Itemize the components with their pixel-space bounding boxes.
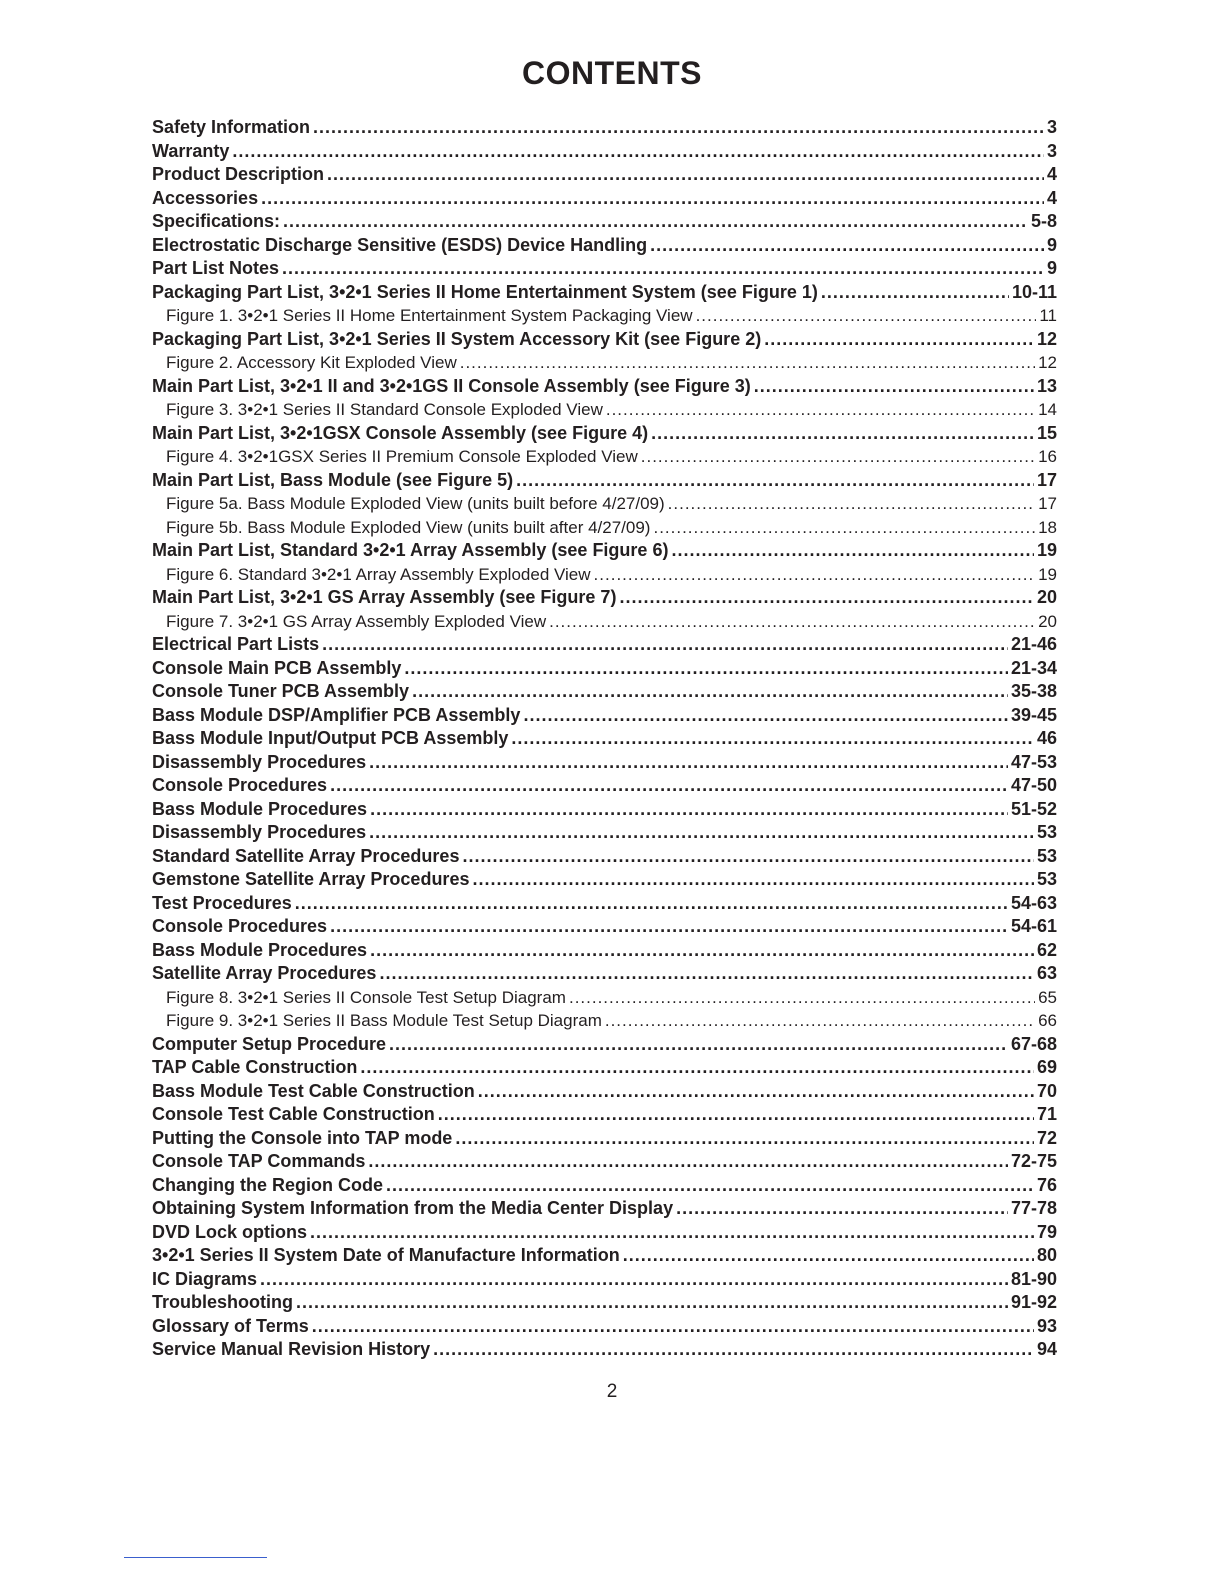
dot-leader — [370, 939, 1034, 963]
dot-leader — [764, 328, 1034, 352]
toc-entry[interactable] — [152, 1056, 1057, 1080]
toc-entry-page: 10-11 — [1011, 281, 1057, 302]
toc-entry[interactable] — [152, 234, 1057, 258]
dot-leader — [523, 704, 1008, 728]
dot-leader — [605, 1009, 1035, 1033]
toc-entry-label: Figure 5a. Bass Module Exploded View (units built before 4/27/09) — [166, 494, 665, 513]
toc-entry-page: 13 — [1036, 375, 1057, 396]
toc-entry-label: Test Procedures — [152, 892, 292, 913]
toc-entry-page: 15 — [1036, 422, 1057, 443]
toc-entry-label: Disassembly Procedures — [152, 751, 367, 772]
toc-entry-page: 72 — [1036, 1127, 1057, 1148]
toc-entry-page: 53 — [1036, 869, 1057, 889]
dot-leader — [671, 539, 1034, 563]
toc-entry-page: 20 — [1036, 587, 1057, 607]
dot-leader — [650, 234, 1044, 258]
dot-leader — [232, 140, 1044, 164]
toc-entry-label: Accessories — [152, 187, 259, 208]
dot-leader — [327, 163, 1044, 187]
toc-entry-label: Gemstone Satellite Array Procedures — [152, 869, 470, 889]
toc-entry-page: 54-63 — [1010, 892, 1057, 913]
toc-entry[interactable] — [152, 469, 1057, 493]
dot-leader — [404, 657, 1008, 681]
toc-entry[interactable] — [152, 1338, 1057, 1362]
toc-entry-page: 14 — [1038, 400, 1057, 419]
toc-entry-page: 67-68 — [1010, 1033, 1057, 1054]
toc-entry[interactable] — [152, 1291, 1057, 1315]
toc-entry[interactable] — [152, 774, 1057, 798]
toc-entry-label: Bass Module Input/Output PCB Assembly — [152, 728, 509, 748]
dot-leader — [641, 445, 1035, 469]
toc-entry-label: Main Part List, 3•2•1 II and 3•2•1GS II Console Assembly (see Figure 3) — [152, 375, 751, 396]
toc-entry[interactable] — [152, 939, 1057, 963]
toc-entry-page: 19 — [1036, 540, 1057, 560]
toc-entry-label: Console Tuner PCB Assembly — [152, 681, 410, 701]
dot-leader — [260, 1268, 1008, 1292]
toc-figure-entry[interactable] — [152, 610, 1057, 634]
page-number: 2 — [606, 1381, 618, 1402]
dot-leader — [676, 1197, 1008, 1221]
toc-entry-page: 91-92 — [1010, 1292, 1057, 1312]
toc-entry-label: Figure 2. Accessory Kit Exploded View — [166, 353, 457, 372]
toc-entry-page: 3 — [1046, 140, 1057, 161]
toc-entry-label: Console Procedures — [152, 916, 328, 936]
toc-entry-page: 18 — [1038, 517, 1057, 537]
toc-entry-page: 72-75 — [1010, 1151, 1057, 1171]
toc-entry-label: Bass Module Procedures — [152, 939, 368, 960]
dot-leader — [295, 892, 1008, 916]
toc-figure-entry[interactable] — [152, 398, 1057, 422]
toc-figure-entry[interactable] — [152, 563, 1057, 587]
toc-entry-label: Main Part List, 3•2•1 GS Array Assembly (see Figure 7) — [152, 587, 617, 607]
toc-entry-page: 76 — [1036, 1174, 1057, 1195]
dot-leader — [368, 1150, 1008, 1174]
dot-leader — [821, 281, 1009, 305]
dot-leader — [412, 680, 1008, 704]
toc-entry-page: 93 — [1036, 1315, 1057, 1336]
dot-leader — [330, 774, 1008, 798]
footer-divider — [124, 1557, 267, 1558]
toc-entry-label: Main Part List, Bass Module (see Figure 5) — [152, 469, 514, 490]
dot-leader — [369, 751, 1008, 775]
toc-entry[interactable] — [152, 375, 1057, 399]
toc-entry-label: Figure 6. Standard 3•2•1 Array Assembly Exploded View — [166, 564, 591, 584]
dot-leader — [438, 1103, 1034, 1127]
toc-entry-page: 21-34 — [1010, 657, 1057, 678]
dot-leader — [313, 116, 1044, 140]
toc-entry-page: 20 — [1038, 611, 1057, 631]
toc-entry[interactable] — [152, 1268, 1057, 1292]
toc-entry-page: 62 — [1036, 939, 1057, 960]
toc-entry-page: 3 — [1046, 117, 1057, 137]
toc-entry-page: 79 — [1036, 1221, 1057, 1242]
toc-entry-label: Figure 9. 3•2•1 Series II Bass Module Test Setup Diagram — [166, 1011, 602, 1030]
toc-entry[interactable] — [152, 163, 1057, 187]
toc-entry-label: Changing the Region Code — [152, 1174, 383, 1195]
toc-entry[interactable] — [152, 1080, 1057, 1104]
dot-leader — [594, 563, 1036, 587]
dot-leader — [369, 821, 1034, 845]
toc-entry[interactable] — [152, 962, 1057, 986]
toc-entry-label: Packaging Part List, 3•2•1 Series II Home Entertainment System (see Figure 1) — [152, 281, 818, 302]
toc-entry[interactable] — [152, 140, 1057, 164]
toc-entry-page: 54-61 — [1010, 916, 1057, 936]
toc-entry-label: Console TAP Commands — [152, 1151, 366, 1171]
toc-entry-label: Figure 5b. Bass Module Exploded View (units built after 4/27/09) — [166, 517, 651, 537]
toc-entry-label: Disassembly Procedures — [152, 822, 367, 842]
toc-entry-page: 53 — [1036, 845, 1057, 866]
toc-entry[interactable] — [152, 422, 1057, 446]
dot-leader — [754, 375, 1034, 399]
toc-entry-page: 9 — [1046, 234, 1057, 255]
dot-leader — [389, 1033, 1008, 1057]
toc-figure-entry[interactable] — [152, 986, 1057, 1010]
toc-entry-page: 4 — [1046, 164, 1057, 184]
toc-entry-page: 12 — [1038, 353, 1057, 372]
toc-entry-page: 66 — [1038, 1011, 1057, 1030]
toc-entry[interactable] — [152, 915, 1057, 939]
dot-leader — [310, 1221, 1034, 1245]
toc-entry-page: 65 — [1038, 987, 1057, 1007]
toc-entry-label: 3•2•1 Series II System Date of Manufacture Information — [152, 1245, 620, 1265]
toc-entry-page: 53 — [1036, 822, 1057, 842]
toc-entry-label: Satellite Array Procedures — [152, 963, 377, 983]
dot-leader — [360, 1056, 1034, 1080]
toc-entry-page: 46 — [1036, 728, 1057, 748]
page-title: CONTENTS — [522, 55, 702, 91]
dot-leader — [433, 1338, 1034, 1362]
toc-entry-label: Figure 3. 3•2•1 Series II Standard Console Exploded View — [166, 400, 603, 419]
toc-entry[interactable] — [152, 798, 1057, 822]
dot-leader — [386, 1174, 1034, 1198]
dot-leader — [261, 187, 1044, 211]
toc-entry-label: TAP Cable Construction — [152, 1057, 358, 1077]
dot-leader — [460, 351, 1035, 375]
toc-entry-page: 4 — [1046, 187, 1057, 208]
toc-figure-entry[interactable] — [152, 445, 1057, 469]
toc-entry-page: 51-52 — [1010, 798, 1057, 819]
toc-entry-label: Obtaining System Information from the Media Center Display — [152, 1198, 674, 1218]
toc-entry-label: Troubleshooting — [152, 1292, 293, 1312]
toc-entry[interactable] — [152, 1197, 1057, 1221]
dot-leader — [653, 516, 1035, 540]
dot-leader — [516, 469, 1034, 493]
toc-entry-page: 9 — [1046, 258, 1057, 278]
toc-entry[interactable] — [152, 257, 1057, 281]
toc-entry-label: Console Procedures — [152, 775, 328, 795]
toc-entry-label: Console Main PCB Assembly — [152, 657, 402, 678]
dot-leader — [462, 845, 1034, 869]
toc-entry-page: 19 — [1038, 564, 1057, 584]
dot-leader — [696, 304, 1037, 328]
toc-entry-label: Main Part List, Standard 3•2•1 Array Assembly (see Figure 6) — [152, 540, 669, 560]
toc-entry-label: Electrical Part Lists — [152, 634, 320, 654]
toc-entry-page: 77-78 — [1010, 1198, 1057, 1218]
toc-entry-label: Figure 7. 3•2•1 GS Array Assembly Exploded View — [166, 611, 547, 631]
toc-entry[interactable] — [152, 680, 1057, 704]
dot-leader — [472, 868, 1034, 892]
dot-leader — [312, 1315, 1034, 1339]
toc-entry-label: Product Description — [152, 164, 325, 184]
toc-entry[interactable] — [152, 1033, 1057, 1057]
toc-entry-label: Glossary of Terms — [152, 1315, 309, 1336]
toc-entry[interactable] — [152, 539, 1057, 563]
toc-entry-page: 21-46 — [1010, 634, 1057, 654]
toc-entry-page: 17 — [1036, 469, 1057, 490]
toc-entry[interactable] — [152, 1103, 1057, 1127]
dot-leader — [569, 986, 1035, 1010]
toc-entry-label: IC Diagrams — [152, 1268, 258, 1289]
toc-entry[interactable] — [152, 727, 1057, 751]
toc-entry-label: Figure 1. 3•2•1 Series II Home Entertainment System Packaging View — [166, 306, 693, 325]
dot-leader — [379, 962, 1034, 986]
dot-leader — [283, 210, 1028, 234]
toc-entry-page: 70 — [1036, 1080, 1057, 1101]
toc-entry-label: Bass Module Procedures — [152, 798, 368, 819]
toc-entry-label: Putting the Console into TAP mode — [152, 1127, 453, 1148]
toc-entry-label: Figure 4. 3•2•1GSX Series II Premium Console Exploded View — [166, 447, 638, 466]
toc-entry-label: Main Part List, 3•2•1GSX Console Assembly (see Figure 4) — [152, 422, 649, 443]
toc-entry[interactable] — [152, 821, 1057, 845]
dot-leader — [370, 798, 1008, 822]
dot-leader — [668, 492, 1035, 516]
toc-entry[interactable] — [152, 657, 1057, 681]
toc-entry[interactable] — [152, 1150, 1057, 1174]
dot-leader — [296, 1291, 1008, 1315]
toc-entry-page: 12 — [1036, 328, 1057, 349]
toc-entry[interactable] — [152, 210, 1057, 234]
toc-entry-label: DVD Lock options — [152, 1221, 308, 1242]
toc-entry-page: 71 — [1036, 1104, 1057, 1124]
dot-leader — [651, 422, 1034, 446]
toc-figure-entry[interactable] — [152, 516, 1057, 540]
toc-entry-page: 5-8 — [1030, 211, 1057, 231]
toc-entry-label: Warranty — [152, 140, 230, 161]
toc-entry[interactable] — [152, 116, 1057, 140]
toc-entry-page: 17 — [1038, 494, 1057, 513]
toc-entry-page: 47-53 — [1010, 751, 1057, 772]
toc-entry-label: Safety Information — [152, 117, 311, 137]
toc-entry[interactable] — [152, 633, 1057, 657]
dot-leader — [549, 610, 1035, 634]
toc-entry-page: 39-45 — [1010, 704, 1057, 725]
dot-leader — [606, 398, 1035, 422]
dot-leader — [511, 727, 1034, 751]
toc-entry-page: 81-90 — [1010, 1268, 1057, 1289]
toc-entry[interactable] — [152, 1315, 1057, 1339]
toc-entry[interactable] — [152, 892, 1057, 916]
toc-entry[interactable] — [152, 586, 1057, 610]
dot-leader — [330, 915, 1008, 939]
dot-leader — [322, 633, 1008, 657]
toc-entry[interactable] — [152, 187, 1057, 211]
toc-entry-page: 69 — [1036, 1057, 1057, 1077]
toc-entry[interactable] — [152, 1244, 1057, 1268]
dot-leader — [478, 1080, 1034, 1104]
toc-entry[interactable] — [152, 845, 1057, 869]
toc-entry-label: Console Test Cable Construction — [152, 1104, 435, 1124]
toc-entry[interactable] — [152, 868, 1057, 892]
toc-entry[interactable] — [152, 1221, 1057, 1245]
dot-leader — [623, 1244, 1034, 1268]
toc-entry-label: Standard Satellite Array Procedures — [152, 845, 460, 866]
toc-entry-label: Computer Setup Procedure — [152, 1033, 387, 1054]
toc-entry-label: Bass Module Test Cable Construction — [152, 1080, 475, 1101]
toc-entry-label: Packaging Part List, 3•2•1 Series II System Accessory Kit (see Figure 2) — [152, 328, 762, 349]
toc-entry-page: 63 — [1036, 963, 1057, 983]
toc-entry-page: 16 — [1038, 447, 1057, 466]
toc-entry-label: Figure 8. 3•2•1 Series II Console Test Setup Diagram — [166, 987, 566, 1007]
toc-entry-page: 80 — [1036, 1245, 1057, 1265]
toc-entry-label: Specifications: — [152, 211, 281, 231]
toc-figure-entry[interactable] — [152, 1009, 1057, 1033]
dot-leader — [282, 257, 1044, 281]
toc-figure-entry[interactable] — [152, 304, 1057, 328]
toc-figure-entry[interactable] — [152, 492, 1057, 516]
toc-figure-entry[interactable] — [152, 351, 1057, 375]
toc-entry-label: Service Manual Revision History — [152, 1339, 431, 1359]
toc-entry-page: 94 — [1036, 1339, 1057, 1359]
toc-entry-label: Part List Notes — [152, 258, 280, 278]
toc-entry-label: Bass Module DSP/Amplifier PCB Assembly — [152, 704, 521, 725]
toc-entry-page: 11 — [1039, 306, 1057, 325]
toc-entry[interactable] — [152, 704, 1057, 728]
dot-leader — [619, 586, 1034, 610]
toc-entry[interactable] — [152, 1127, 1057, 1151]
toc-entry[interactable] — [152, 751, 1057, 775]
toc-entry[interactable] — [152, 1174, 1057, 1198]
toc-entry[interactable] — [152, 281, 1057, 305]
dot-leader — [455, 1127, 1034, 1151]
table-of-contents — [152, 116, 1057, 1362]
toc-entry-label: Electrostatic Discharge Sensitive (ESDS) Device Handling — [152, 234, 648, 255]
toc-entry-page: 47-50 — [1010, 775, 1057, 795]
toc-entry[interactable] — [152, 328, 1057, 352]
toc-entry-page: 35-38 — [1010, 681, 1057, 701]
